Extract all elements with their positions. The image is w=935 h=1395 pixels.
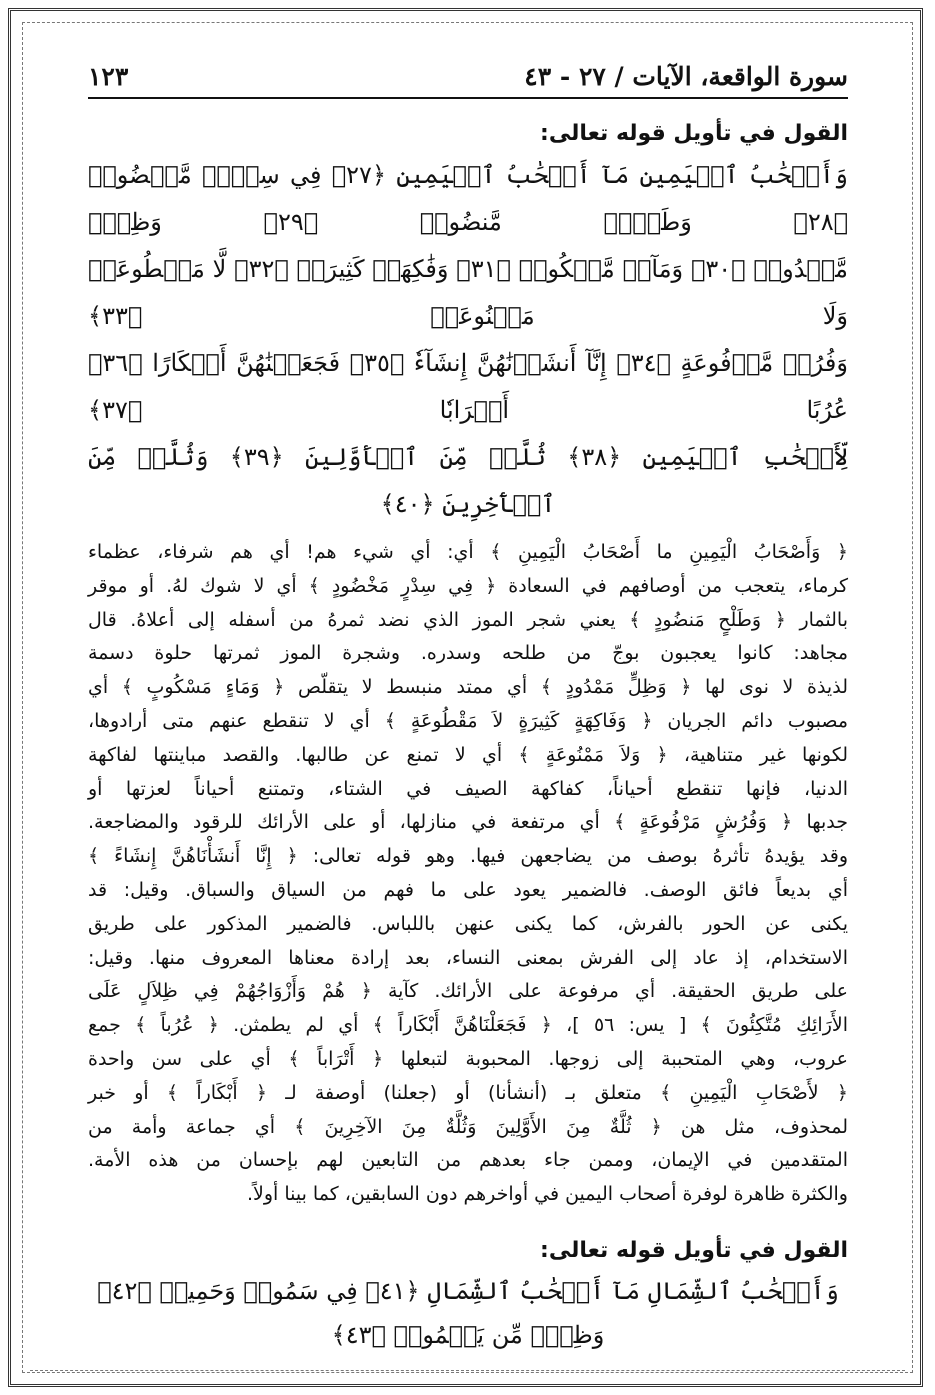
commentary-line: وقد يؤيدهُ تأثرهُ بوصف من يضاجعهن فيها. وهو قوله تعالى: ﴿ إِنَّا أَنشَأْنَاهُنَّ إِنشَاءً ﴾ (88, 845, 848, 868)
section-heading: القول في تأويل قوله تعالى: (540, 1237, 848, 1263)
page-number: ١٢٣ (88, 62, 129, 91)
section-heading: القول في تأويل قوله تعالى: (540, 121, 848, 146)
commentary-line: كرماء، يتعجب من أوصافهم في السعادة ﴿ فِي سِدْرٍ مَخْضُودٍ ﴾ أي لا شوك لهُ. أو موقر (88, 574, 848, 597)
book-page (88, 62, 848, 1349)
commentary-line: الاستخدام، إذ عاد إلى الفرش بمعنى النساء، بعد إرادة معناها المعروف منها. وقيل: (88, 946, 848, 969)
commentary-line: الأَرَائِكِ مُتَّكِئُونَ ﴾ [ يس: ٥٦ ]، ﴿ فَجَعَلْنَاهُنَّ أَبْكَاراً ﴾ أي لم يطمثن. ﴿ عُرُباً ﴾ جمع (88, 1014, 848, 1037)
commentary-line: جدبها ﴿ وَفُرُشٍ مَرْفُوعَةٍ ﴾ أي مرتفعة في منازلها، أو على الأرائك للرقود والمضاجعة. (88, 811, 848, 834)
verse-line: وَأَصۡحَٰبُ ٱلۡيَمِينِ مَآ أَصۡحَٰبُ ٱلۡيَمِينِ ﴿٢٧﴾ فِي سِدۡرٖ مَّخۡضُودٖ ﴿٢٨﴾ وَطَلۡحٖ مَّنضُودٖ ﴿٢٩﴾ وَظِلّٖ (88, 161, 848, 236)
commentary-line: لمحذوف، مثل هن ﴿ ثُلَّةٌ مِنَ الأَوَّلِينَ وَثُلَّةٌ مِنَ الآخِرِينَ ﴾ أي جماعة وأمة من (88, 1115, 848, 1138)
verse-line: لِّأَصۡحَٰبِ ٱلۡيَمِينِ ﴿٣٨﴾ ثُلَّةٞ مِّنَ ٱلۡأَوَّلِينَ ﴿٣٩﴾ وَثُلَّةٞ مِّنَ ٱلۡأٓخِرِينَ ﴿٤٠﴾ (88, 443, 848, 518)
commentary-line: عروب، وهي المتحببة إلى زوجها. المحبوبة لتبعلها ﴿ أَتْرَاباً ﴾ أي على سن واحدة (88, 1047, 848, 1070)
commentary-line: لكونها غير متناهية، ﴿ وَلاَ مَمْنُوعَةٍ ﴾ أي لا تمنع عن طالبها. والقصد مباينتها لفاكهة (88, 743, 848, 766)
verse-line: مَّمۡدُودٖ ﴿٣٠﴾ وَمَآءٖ مَّسۡكُوبٖ ﴿٣١﴾ وَفَٰكِهَةٖ كَثِيرَةٖ ﴿٣٢﴾ لَّا مَقۡطُوعَةٖ وَلَا مَمۡنُوعَةٖ ﴿٣٣﴾ (88, 255, 848, 330)
commentary-line: مصبوب دائم الجريان ﴿ وَفَاكِهَةٍ كَثِيرَةٍ لاَ مَقْطُوعَةٍ ﴾ أي لا تنقطع عنهم متى أرادوها، (88, 709, 848, 732)
commentary-line: ﴿ وَأَصْحَابُ الْيَمِينِ ما أَصْحَابُ الْيَمِينِ ﴾ أي: أي شيء هم! أي هم شرفاء، عظماء (88, 541, 848, 563)
verse-line: وَفُرُشٖ مَّرۡفُوعَةٍ ﴿٣٤﴾ إِنَّآ أَنشَأۡنَٰهُنَّ إِنشَآءٗ ﴿٣٥﴾ فَجَعَلۡنَٰهُنَّ أَبۡكَارًا ﴿٣٦﴾ عُرُبًا أَتۡرَابٗا ﴿٣٧﴾ (88, 349, 848, 424)
running-header (88, 62, 848, 99)
commentary-line: المتقدمين في الإيمان، وممن جاء بعدهم من التابعين لهم بإحسان من هذه الأمة. (88, 1149, 848, 1172)
commentary-line: والكثرة ظاهرة لوفرة أصحاب اليمين في أواخرهم دون السابقين، كما بينا أولاً. (246, 1183, 848, 1206)
commentary-text (88, 536, 848, 1212)
bottom-border-rule (30, 1370, 905, 1371)
commentary-line: ﴿ لأَصْحَابِ الْيَمِينِ ﴾ متعلق بـ (أنشأنا) أو (جعلنا) أوصفة لـ ﴿ أَبْكَاراً ﴾ أو خبر (88, 1081, 848, 1104)
commentary-line: الدنيا، فإنها تنقطع أحياناً، كفاكهة الصيف في الشتاء، وتمتنع أحياناً لعزتها أو (88, 777, 848, 800)
surah-title: سورة الواقعة، الآيات / ٢٧ - ٤٣ (524, 62, 848, 91)
quran-verses-block (88, 152, 848, 528)
commentary-line: لذيذة لا نوى لها ﴿ وَظِلٍّ مَمْدُودٍ ﴾ أي ممتد منبسط لا يتقلّص ﴿ وَمَاءٍ مَسْكُوبٍ ﴾ أي (88, 676, 848, 699)
commentary-line: يكنى عن الحور بالفرش، كما يكنى عنهن باللباس. فالضمير المذكور على طريق (88, 912, 848, 935)
commentary-line: أي بديعاً فائق الوصف. فالضمير يعود على ما فهم من السياق والسباق. وقيل: قد (88, 878, 848, 901)
commentary-line: بالثمار ﴿ وَطَلْحٍ مَنضُودٍ ﴾ يعني شجر الموز الذي نضد ثمرهُ من أسفله إلى أعلاهُ. قال (88, 608, 848, 631)
quran-verse-line: وَأَصۡحَٰبُ ٱلشِّمَالِ مَآ أَصۡحَٰبُ ٱلشِّمَالِ ﴿٤١﴾ فِي سَمُومٖ وَحَمِيمٖ ﴿٤٢﴾ وَظِلّٖ مِّن يَحۡمُومٖ ﴿٤٣﴾ (97, 1276, 839, 1349)
commentary-line: مجاهد: كانوا يعجبون بوجّ من طلحه وسدره. وشجرة الموز ثمرتها حلوة دسمة (88, 642, 848, 665)
commentary-line: على طريق الحقيقة. أي مرفوعة على الأرائك. كآية ﴿ هُمْ وَأَزْوَاجُهُمْ فِي ظِلاَلٍ عَلَى (88, 980, 848, 1003)
